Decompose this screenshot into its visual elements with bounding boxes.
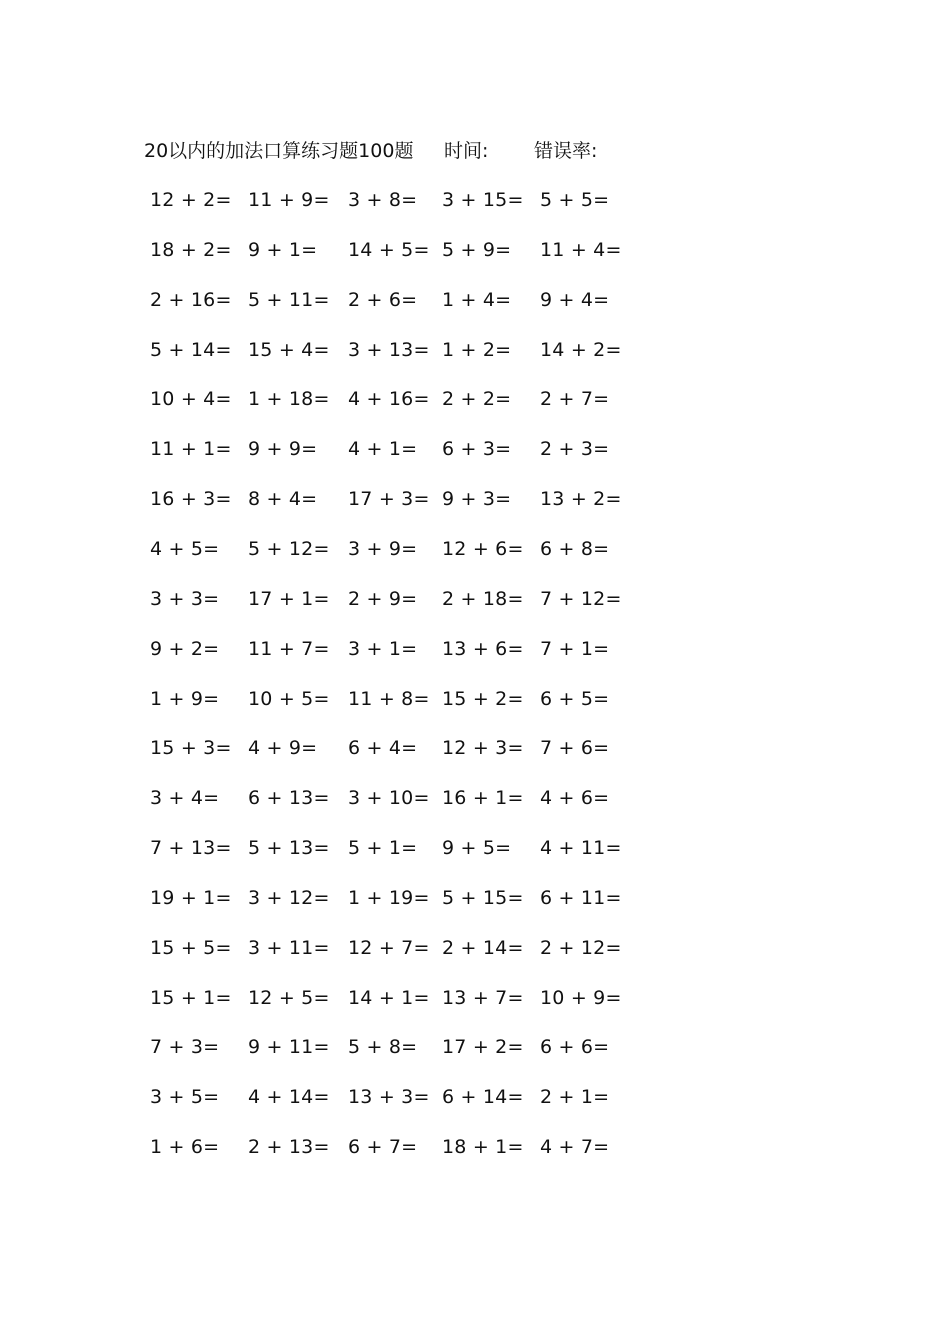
problem-row bbox=[140, 433, 650, 465]
addition-problem: 17 + 3= bbox=[348, 488, 430, 510]
addition-problem: 2 + 2= bbox=[442, 388, 512, 410]
addition-problem: 17 + 2= bbox=[442, 1036, 524, 1058]
addition-problem: 19 + 1= bbox=[150, 887, 232, 909]
addition-problem: 11 + 9= bbox=[248, 189, 330, 211]
problem-row bbox=[140, 533, 650, 565]
addition-problem: 4 + 16= bbox=[348, 388, 430, 410]
addition-problem: 5 + 9= bbox=[442, 239, 512, 261]
addition-problem: 10 + 4= bbox=[150, 388, 232, 410]
addition-problem: 3 + 3= bbox=[150, 588, 220, 610]
error-rate-label: 错误率: bbox=[534, 140, 598, 162]
addition-problem: 6 + 6= bbox=[540, 1036, 610, 1058]
addition-problem: 13 + 2= bbox=[540, 488, 622, 510]
problem-row bbox=[140, 583, 650, 615]
addition-problem: 12 + 2= bbox=[150, 189, 232, 211]
addition-problem: 8 + 4= bbox=[248, 488, 318, 510]
addition-problem: 3 + 8= bbox=[348, 189, 418, 211]
addition-problem: 13 + 3= bbox=[348, 1086, 430, 1108]
time-label: 时间: bbox=[444, 140, 489, 162]
problem-row bbox=[140, 982, 650, 1014]
problem-row bbox=[140, 1081, 650, 1113]
addition-problem: 2 + 13= bbox=[248, 1136, 330, 1158]
problem-row bbox=[140, 633, 650, 665]
addition-problem: 1 + 18= bbox=[248, 388, 330, 410]
addition-problem: 9 + 5= bbox=[442, 837, 512, 859]
addition-problem: 5 + 15= bbox=[442, 887, 524, 909]
addition-problem: 6 + 8= bbox=[540, 538, 610, 560]
addition-problem: 4 + 7= bbox=[540, 1136, 610, 1158]
addition-problem: 6 + 7= bbox=[348, 1136, 418, 1158]
addition-problem: 1 + 9= bbox=[150, 688, 220, 710]
problem-row bbox=[140, 1031, 650, 1063]
addition-problem: 15 + 1= bbox=[150, 987, 232, 1009]
addition-problem: 9 + 11= bbox=[248, 1036, 330, 1058]
addition-problem: 2 + 1= bbox=[540, 1086, 610, 1108]
addition-problem: 15 + 5= bbox=[150, 937, 232, 959]
addition-problem: 5 + 14= bbox=[150, 339, 232, 361]
addition-problem: 1 + 2= bbox=[442, 339, 512, 361]
problem-row bbox=[140, 882, 650, 914]
addition-problem: 9 + 3= bbox=[442, 488, 512, 510]
addition-problem: 5 + 8= bbox=[348, 1036, 418, 1058]
addition-problem: 11 + 4= bbox=[540, 239, 622, 261]
addition-problem: 3 + 4= bbox=[150, 787, 220, 809]
addition-problem: 3 + 12= bbox=[248, 887, 330, 909]
problem-row bbox=[140, 932, 650, 964]
addition-problem: 4 + 6= bbox=[540, 787, 610, 809]
problem-grid bbox=[140, 184, 650, 1184]
addition-problem: 4 + 11= bbox=[540, 837, 622, 859]
addition-problem: 5 + 13= bbox=[248, 837, 330, 859]
addition-problem: 16 + 1= bbox=[442, 787, 524, 809]
addition-problem: 9 + 2= bbox=[150, 638, 220, 660]
addition-problem: 2 + 12= bbox=[540, 937, 622, 959]
addition-problem: 7 + 13= bbox=[150, 837, 232, 859]
addition-problem: 3 + 5= bbox=[150, 1086, 220, 1108]
addition-problem: 18 + 2= bbox=[150, 239, 232, 261]
addition-problem: 5 + 5= bbox=[540, 189, 610, 211]
problem-row bbox=[140, 284, 650, 316]
addition-problem: 15 + 4= bbox=[248, 339, 330, 361]
problem-row bbox=[140, 1131, 650, 1163]
addition-problem: 3 + 13= bbox=[348, 339, 430, 361]
addition-problem: 13 + 6= bbox=[442, 638, 524, 660]
addition-problem: 2 + 14= bbox=[442, 937, 524, 959]
addition-problem: 3 + 1= bbox=[348, 638, 418, 660]
problem-row bbox=[140, 782, 650, 814]
addition-problem: 9 + 4= bbox=[540, 289, 610, 311]
addition-problem: 6 + 11= bbox=[540, 887, 622, 909]
addition-problem: 9 + 1= bbox=[248, 239, 318, 261]
addition-problem: 3 + 10= bbox=[348, 787, 430, 809]
addition-problem: 12 + 7= bbox=[348, 937, 430, 959]
addition-problem: 7 + 1= bbox=[540, 638, 610, 660]
addition-problem: 9 + 9= bbox=[248, 438, 318, 460]
addition-problem: 2 + 7= bbox=[540, 388, 610, 410]
addition-problem: 2 + 16= bbox=[150, 289, 232, 311]
addition-problem: 5 + 11= bbox=[248, 289, 330, 311]
addition-problem: 14 + 2= bbox=[540, 339, 622, 361]
addition-problem: 7 + 6= bbox=[540, 737, 610, 759]
addition-problem: 15 + 3= bbox=[150, 737, 232, 759]
addition-problem: 4 + 14= bbox=[248, 1086, 330, 1108]
addition-problem: 2 + 3= bbox=[540, 438, 610, 460]
addition-problem: 2 + 9= bbox=[348, 588, 418, 610]
addition-problem: 11 + 8= bbox=[348, 688, 430, 710]
addition-problem: 4 + 5= bbox=[150, 538, 220, 560]
worksheet-header bbox=[144, 137, 664, 165]
problem-row bbox=[140, 184, 650, 216]
addition-problem: 1 + 6= bbox=[150, 1136, 220, 1158]
addition-problem: 16 + 3= bbox=[150, 488, 232, 510]
addition-problem: 6 + 3= bbox=[442, 438, 512, 460]
addition-problem: 11 + 1= bbox=[150, 438, 232, 460]
addition-problem: 7 + 12= bbox=[540, 588, 622, 610]
addition-problem: 11 + 7= bbox=[248, 638, 330, 660]
addition-problem: 14 + 1= bbox=[348, 987, 430, 1009]
problem-row bbox=[140, 732, 650, 764]
problem-row bbox=[140, 234, 650, 266]
addition-problem: 14 + 5= bbox=[348, 239, 430, 261]
addition-problem: 17 + 1= bbox=[248, 588, 330, 610]
problem-row bbox=[140, 483, 650, 515]
addition-problem: 6 + 4= bbox=[348, 737, 418, 759]
addition-problem: 10 + 9= bbox=[540, 987, 622, 1009]
addition-problem: 7 + 3= bbox=[150, 1036, 220, 1058]
problem-row bbox=[140, 832, 650, 864]
problem-row bbox=[140, 383, 650, 415]
problem-row bbox=[140, 334, 650, 366]
addition-problem: 4 + 1= bbox=[348, 438, 418, 460]
addition-problem: 18 + 1= bbox=[442, 1136, 524, 1158]
addition-problem: 2 + 18= bbox=[442, 588, 524, 610]
addition-problem: 6 + 5= bbox=[540, 688, 610, 710]
addition-problem: 3 + 11= bbox=[248, 937, 330, 959]
addition-problem: 3 + 15= bbox=[442, 189, 524, 211]
addition-problem: 5 + 1= bbox=[348, 837, 418, 859]
problem-row bbox=[140, 683, 650, 715]
addition-problem: 12 + 6= bbox=[442, 538, 524, 560]
addition-problem: 15 + 2= bbox=[442, 688, 524, 710]
addition-problem: 5 + 12= bbox=[248, 538, 330, 560]
addition-problem: 1 + 4= bbox=[442, 289, 512, 311]
addition-problem: 6 + 13= bbox=[248, 787, 330, 809]
addition-problem: 2 + 6= bbox=[348, 289, 418, 311]
addition-problem: 6 + 14= bbox=[442, 1086, 524, 1108]
addition-problem: 12 + 5= bbox=[248, 987, 330, 1009]
addition-problem: 12 + 3= bbox=[442, 737, 524, 759]
addition-problem: 3 + 9= bbox=[348, 538, 418, 560]
addition-problem: 1 + 19= bbox=[348, 887, 430, 909]
worksheet-title: 20以内的加法口算练习题100题 bbox=[144, 140, 414, 162]
addition-problem: 4 + 9= bbox=[248, 737, 318, 759]
addition-problem: 10 + 5= bbox=[248, 688, 330, 710]
addition-problem: 13 + 7= bbox=[442, 987, 524, 1009]
